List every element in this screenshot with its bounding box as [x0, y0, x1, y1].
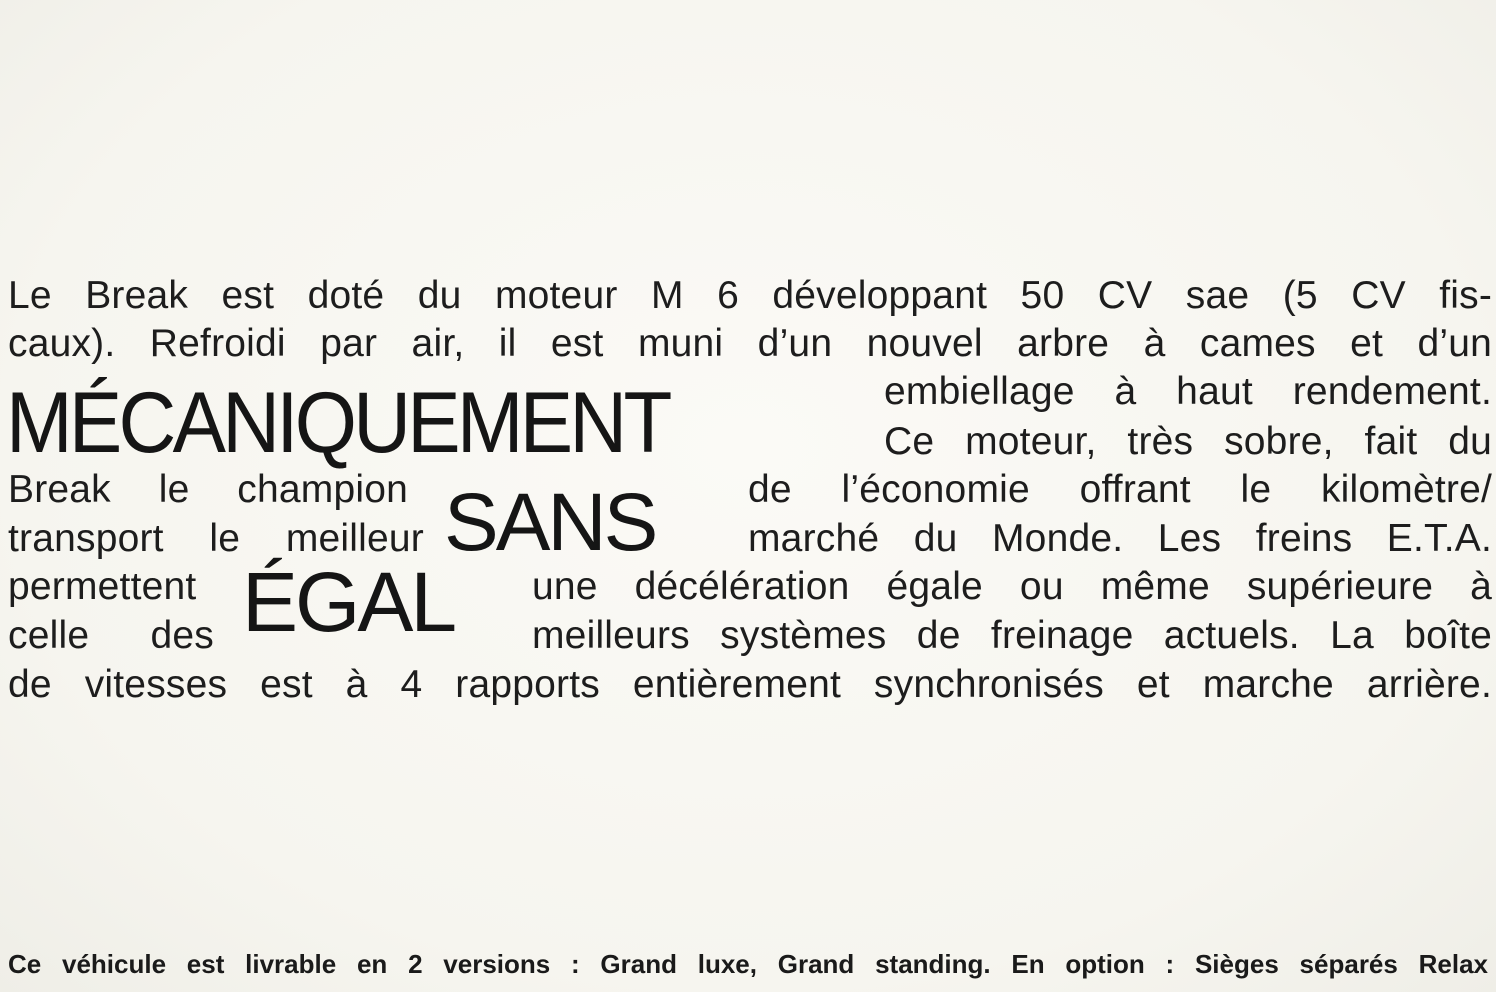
- paragraph-line-3: embiellage à haut rendement.: [884, 370, 1492, 413]
- paragraph-line-5: Break le champion: [8, 468, 408, 511]
- headline-sans: SANS: [444, 477, 656, 568]
- footer-versions-note: Ce véhicule est livrable en 2 versions : Grand luxe, Grand standing. En option : Sièges séparés Relax: [8, 949, 1488, 979]
- paragraph-line-7: transport le meilleur: [8, 517, 424, 560]
- paragraph-line-2: caux). Refroidi par air, il est muni d’un nouvel arbre à cames et d’un: [8, 322, 1492, 365]
- paragraph-line-6: de l’économie offrant le kilomètre/: [748, 468, 1492, 511]
- paragraph-line-11: celle des: [8, 614, 214, 657]
- headline-egal: ÉGAL: [242, 555, 455, 649]
- paragraph-line-10: une décélération égale ou même supérieure à: [532, 565, 1492, 608]
- paragraph-line-9: permettent: [8, 565, 197, 608]
- paragraph-line-12: meilleurs systèmes de freinage actuels. La boîte: [532, 614, 1492, 657]
- paragraph-line-13: de vitesses est à 4 rapports entièrement synchronisés et marche arrière.: [8, 663, 1492, 706]
- headline-mecaniquement: MÉCANIQUEMENT: [6, 375, 669, 471]
- paragraph-line-1: Le Break est doté du moteur M 6 développant 50 CV sae (5 CV fis-: [8, 274, 1492, 317]
- paragraph-line-4: Ce moteur, très sobre, fait du: [884, 420, 1492, 463]
- paragraph-line-8: marché du Monde. Les freins E.T.A.: [748, 517, 1492, 560]
